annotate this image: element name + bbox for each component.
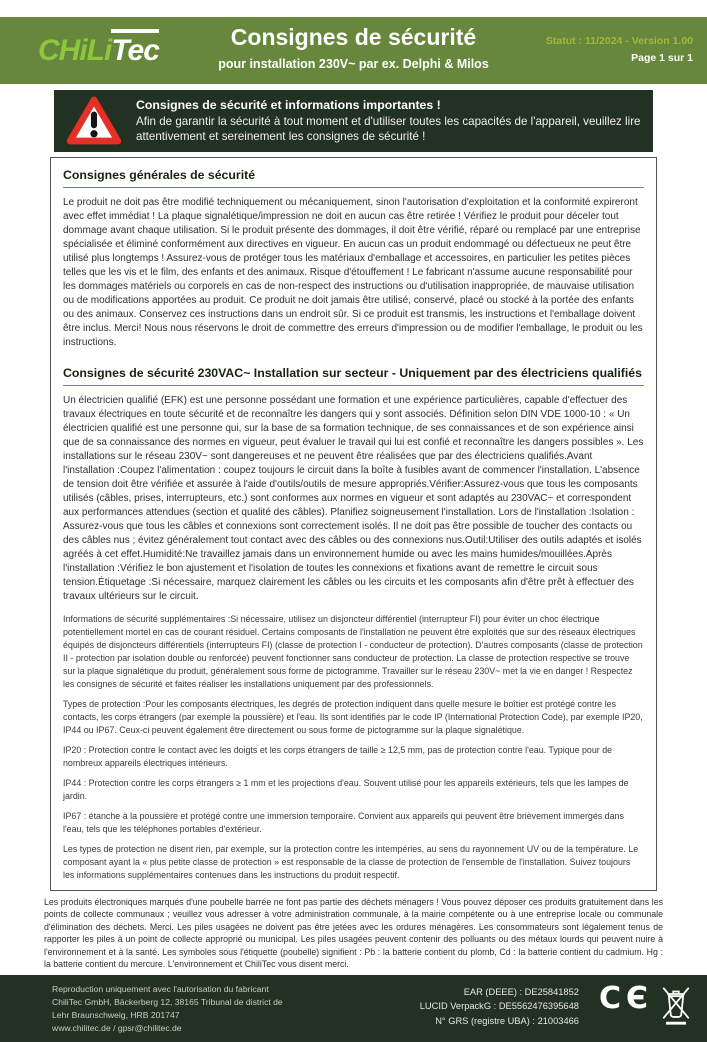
footer-bar (0, 975, 707, 1042)
footer-icons (598, 980, 691, 1026)
brand-logo (38, 33, 159, 67)
content-box (50, 157, 657, 891)
page-subtitle: pour installation 230V~ par ex. Delphi & Milos (218, 56, 489, 71)
paragraph-ip67: IP67 : étanche à la poussière et protégé contre une immersion temporaire. Convient aux appareils qui peuvent être brièvement immergés dans l'eau, tels que les téléphones portables d'extérieur. (63, 811, 624, 834)
warning-banner (54, 90, 653, 152)
footer-registration-numbers (420, 985, 579, 1028)
header-bar (0, 17, 707, 84)
imprint-website-email: www.chilitec.de / gpsr@chilitec.de (52, 1022, 182, 1033)
page-title: Consignes de sécurité (230, 24, 477, 50)
disposal-note: Les produits électroniques marqués d'une poubelle barrée ne font pas partie des déchets ménagers ! Vous pouvez déposer ces produits gratuitement dans les points de collecte communaux ; veuillez vous adresser à votre administration communale, à la mairie compétente ou à une entreprise locale ou communale d'élimination des déchets. Merci. Les piles usagées ne doivent pas être jetées avec les ordures ménagères. Les consommateurs sont légalement tenus de rapporter les piles à un point de collecte approprié ou municipal. Les piles usagées peuvent contenir des polluants ou des métaux lourds qui peuvent nuire à l'environnement et à la santé. Les symboles sous l'étiquette (poubelle) signifient : Pb : la batterie contient du plomb, Cd : la batterie contient du cadmium. Hg : la batterie contient du mercure. L'environnement et ChiliTec vous disent merci. (44, 897, 663, 970)
weee-bin-icon (661, 984, 691, 1026)
warning-body: Afin de garantir la sécurité à tout moment et d'utiliser toutes les capacités de l'appareil, veuillez lire attentivement et sereinement les consignes de sécurité ! (136, 114, 641, 143)
paragraph-general-safety: Le produit ne doit pas être modifié techniquement ou mécaniquement, sinon l'autorisation d'exploitation et la conformité expireront avec effet immédiat ! La plaque signalétique/impression ne doit en aucun cas être retirée ! Vérifiez le produit pour déceler tout dommage avant chaque utilisation. Si le produit présente des dommages, il doit être vérifié, réparé ou remplacé par une entreprise spécialisée et éliminé conformément aux directives en vigueur. En aucun cas un produit endommagé ou défectueux ne peut être utilisé plus longtemps ! Assurez-vous de protéger tous les matériaux d'emballage et accessoires, en particulier les petites pièces telles que les vis et le film, des enfants et des animaux. Risque d'étouffement ! Le fabricant n'assume aucune responsabilité pour les dommages matériels ou corporels en cas de non-respect des instructions ou d'utilisation inappropriée, de mauvaise utilisation ou de modifications apportées au produit. Ce produit ne doit jamais être utilisé, conservé, placé ou stocké à la portée des enfants ou des animaux. Conservez ces instructions dans un endroit sûr. Si ce produit est transmis, les instructions et l'emballage doivent être inclus. Merci! Nous nous réservons le droit de commettre des erreurs d'impression ou de modifier l'emballage, le produit ou les instructions. (63, 197, 643, 348)
imprint-line: Lehr Braunschweig, HRB 201747 (52, 1009, 180, 1020)
lucid-verpackg-number: LUCID VerpackG : DE5562476395648 (419, 1001, 579, 1012)
paragraph-supplementary-info: Informations de sécurité supplémentaires :Si nécessaire, utilisez un disjoncteur différentiel (interrupteur FI) pour éviter un choc électrique potentiellement mortel en cas de courant résiduel. Certains composants de l'installation ne peuvent être exploités que sur des réseaux électriques équipés de disjoncteurs différentiels (interrupteurs FI) (classe de protection I - conducteur de protection). D'autres composants (classe de protection II - protection par isolation double ou renforcée) peuvent fonctionner sans conducteur de protection. La classe de protection respective se trouve sur la plaque signalétique du produit, généralement sous forme de pictogramme. Travailler sur le réseau 230V~ met la vie en danger ! Respectez les consignes de sécurité et faites réaliser les installations uniquement par des professionnels. (63, 614, 643, 689)
warning-text-block (136, 98, 641, 145)
logo-chili: CHiLi (38, 33, 112, 67)
imprint-line: Reproduction uniquement avec l'autorisation du fabricant (52, 983, 269, 994)
imprint-line: ChiliTec GmbH, Bäckerberg 12, 38165 Tribunal de district de (52, 996, 283, 1007)
ce-mark-icon: CЄ (598, 980, 653, 1016)
footer-imprint (52, 983, 408, 1035)
document-page (0, 17, 707, 1042)
grs-uba-number: N° GRS (registre UBA) : 21003466 (435, 1015, 579, 1026)
paragraph-ip20: IP20 : Protection contre le contact avec les doigts et les corps étrangers de taille ≥ 12,5 mm, pas de protection contre l'eau. Typique pour de nombreux appareils électriques intérieurs. (63, 745, 613, 768)
warning-title: Consignes de sécurité et informations importantes ! (136, 97, 441, 112)
warning-triangle-icon (66, 96, 122, 146)
paragraph-protection-note: Les types de protection ne disent rien, par exemple, sur la protection contre les intempéries, au sens du rayonnement UV ou de la température. Le composant ayant la « plus petite classe de protection » est responsable de la classe de protection de l'ensemble de l'installation. Suivez toujours les informations supplémentaires contenues dans les instructions du produit respectif. (63, 844, 639, 880)
section-heading-mains: Consignes de sécurité 230VAC~ Installation sur secteur - Uniquement par des électriciens qualifiés (63, 366, 644, 386)
logo-tec: Tec (111, 29, 159, 67)
paragraph-mains-installation: Un électricien qualifié (EFK) est une personne possédant une formation et une expérience particulières, capable d'effectuer des travaux électriques en toute sécurité et de reconnaître les dangers qui y sont associés. Définition selon DIN VDE 1000-10 : « Un électricien qualifié est une personne qui, sur la base de sa formation technique, de ses connaissances et de son expérience ainsi que de sa connaissance des normes en vigueur, peut évaluer le travail qui lui est confié et reconnaître les dangers possibles ». Les installations sur le réseau 230V~ sont dangereuses et ne peuvent être réalisées que par des électriciens qualifiés.Avant l'installation :Coupez l'alimentation : coupez toujours le circuit dans la boîte à fusibles avant de commencer l'installation. L'absence de tension doit être vérifiée et assurée à l'aide d'outils/outils de mesure appropriés.Vérifier:Assurez-vous que tous les composants utilisés (câbles, prises, interrupteurs, etc.) sont conformes aux normes en vigueur et sont adaptés au 230VAC~ et correspondent aux performances attendues (section et qualité des câbles). Planifiez soigneusement l'installation. Lors de l'installation :Isolation : Assurez-vous que tous les câbles et connexions sont correctement isolés. Il ne doit pas être possible de toucher des contacts ou des câbles nus ; évitez généralement tout contact avec des câbles ou des connexions nus.Outil:Utiliser des outils adaptés et isolés agréés à cet effet.Humidité:Ne travaillez jamais dans un environnement humide ou avec les mains humides/mouillées.Après l'installation :Vérifiez le bon ajustement et l'isolation de toutes les connexions et fixations avant de remettre le circuit sous tension.Étiquetage :Si nécessaire, marquez clairement les câbles ou les circuits et les composants afin d'être prêt à effectuer des travaux ultérieurs sur le circuit. (63, 395, 644, 602)
header-meta (546, 33, 693, 67)
paragraph-ip44: IP44 : Protection contre les corps étrangers ≥ 1 mm et les projections d'eau. Souvent utilisé pour les appareils extérieurs, tels que les lampes de jardin. (63, 778, 629, 801)
status-version-text: Statut : 11/2024 - Version 1.00 (545, 35, 693, 47)
ear-deee-number: EAR (DEEE) : DE25841852 (463, 986, 579, 997)
page-number: Page 1 sur 1 (631, 51, 693, 64)
paragraph-protection-types: Types de protection :Pour les composants électriques, les degrés de protection indiquent dans quelle mesure le boîtier est protégé contre les contacts, les corps étrangers (par exemple la poussière) et l'eau. Ils sont identifiés par le code IP (International Protection Code), par exemple IP20, IP44 ou IP67. Ceux-ci peuvent également être directement ou sous forme de pictogramme sur la plaque signalétique. (63, 699, 643, 735)
section-heading-general: Consignes générales de sécurité (63, 168, 644, 188)
